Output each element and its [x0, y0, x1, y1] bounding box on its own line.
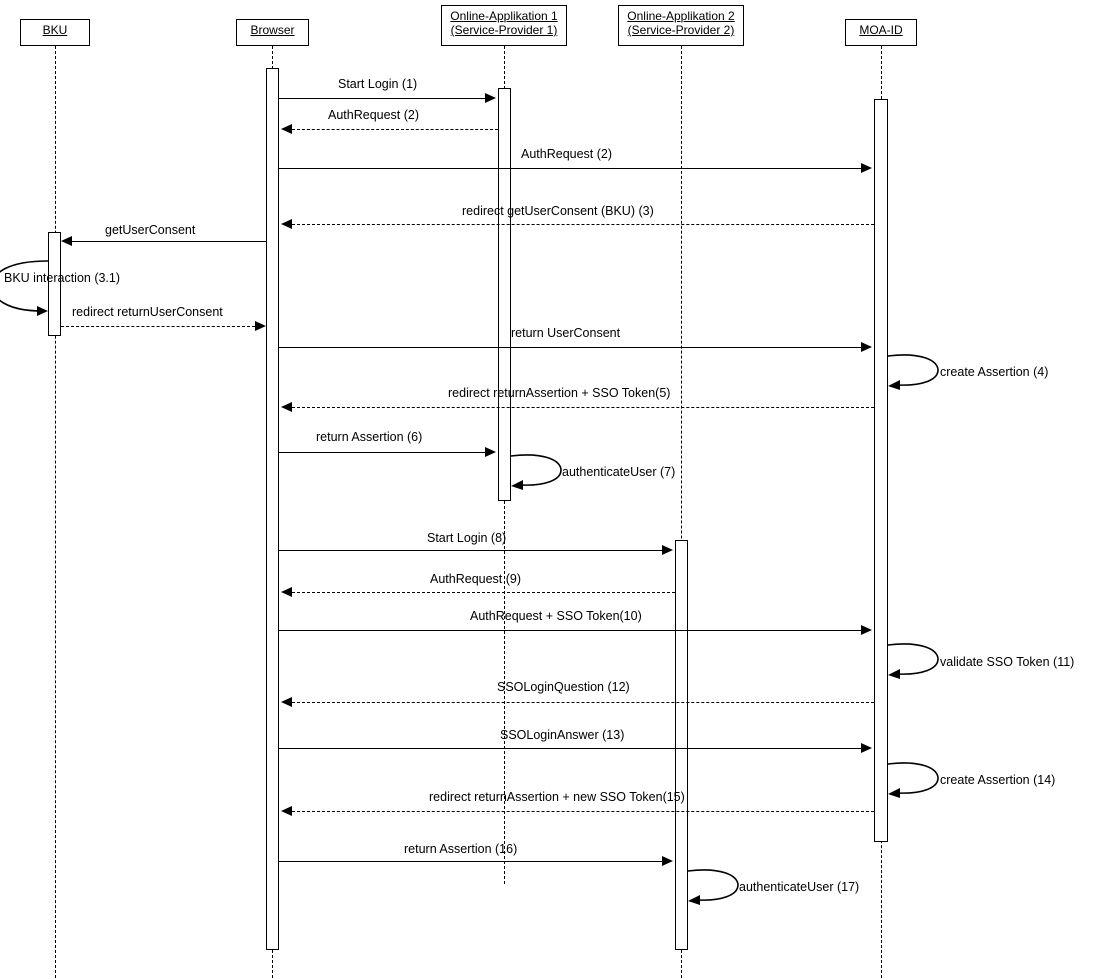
message-label-11: return Assertion (6) — [316, 430, 423, 444]
message-arrow-1 — [279, 98, 485, 99]
message-arrow-7 — [61, 326, 255, 327]
message-label-16: validate SSO Token (11) — [940, 655, 1075, 669]
message-label-19: create Assertion (14) — [940, 773, 1056, 787]
message-label-10: redirect returnAssertion + SSO Token(5) — [448, 386, 671, 400]
message-arrow-20 — [292, 811, 874, 812]
message-selfloop-authenticate-user-7 — [509, 452, 565, 492]
message-arrowhead-10 — [281, 402, 292, 412]
message-arrow-15 — [279, 630, 861, 631]
lifeline-bku-label: BKU — [42, 23, 68, 37]
message-label-4: redirect getUserConsent (BKU) (3) — [462, 204, 654, 218]
message-selfloop-create-assertion-14 — [886, 760, 942, 800]
message-label-2: AuthRequest (2) — [328, 108, 420, 122]
message-arrowhead-4 — [281, 219, 292, 229]
message-arrowhead-13 — [662, 545, 673, 555]
lifeline-oa2-label: Online-Applikation 2 — [627, 9, 735, 23]
message-arrow-17 — [292, 702, 874, 703]
message-label-5: getUserConsent — [105, 223, 196, 237]
message-selfloop-authenticate-user-17 — [686, 867, 742, 907]
message-label-21: return Assertion (16) — [404, 842, 518, 856]
lifeline-browser-label: Browser — [250, 23, 295, 37]
message-selfloop-create-assertion-4 — [886, 352, 942, 392]
lifeline-oa1-label: Online-Applikation 1 — [450, 9, 558, 23]
message-arrowhead-17 — [281, 697, 292, 707]
message-arrowhead-15 — [861, 625, 872, 635]
activation-oa1 — [498, 88, 511, 501]
message-arrowhead-1 — [485, 93, 496, 103]
lifeline-bku[interactable] — [20, 19, 90, 46]
message-arrow-4 — [292, 224, 874, 225]
message-label-9: create Assertion (4) — [940, 365, 1049, 379]
activation-moaid — [874, 99, 888, 842]
message-arrow-10 — [292, 407, 874, 408]
message-arrow-13 — [279, 550, 662, 551]
lifeline-oa2[interactable] — [618, 5, 744, 46]
message-arrow-3 — [279, 168, 861, 169]
message-label-14: AuthRequest (9) — [430, 572, 522, 586]
message-arrowhead-5 — [61, 236, 72, 246]
message-arrow-8 — [279, 347, 861, 348]
message-arrowhead-20 — [281, 806, 292, 816]
message-label-3: AuthRequest (2) — [521, 147, 613, 161]
activation-browser — [266, 68, 279, 950]
lifeline-oa1[interactable] — [441, 5, 567, 46]
message-label-13: Start Login (8) — [427, 531, 507, 545]
message-label-20: redirect returnAssertion + new SSO Token(15) — [429, 790, 685, 804]
message-label-7: redirect returnUserConsent — [72, 305, 223, 319]
lifeline-moaid[interactable] — [845, 19, 917, 46]
message-label-12: authenticateUser (7) — [562, 465, 676, 479]
lifeline-oa1-sublabel: (Service-Provider 1) — [450, 23, 558, 37]
message-label-15: AuthRequest + SSO Token(10) — [470, 609, 642, 623]
message-arrow-5 — [72, 241, 266, 242]
message-selfloop-bku-interaction — [0, 255, 58, 317]
message-arrow-11 — [279, 452, 485, 453]
message-arrowhead-8 — [861, 342, 872, 352]
message-label-1: Start Login (1) — [338, 77, 418, 91]
lifeline-moaid-label: MOA-ID — [859, 23, 903, 37]
message-arrowhead-14 — [281, 587, 292, 597]
message-arrow-2 — [292, 129, 498, 130]
message-arrow-21 — [279, 861, 662, 862]
message-arrowhead-2 — [281, 124, 292, 134]
message-arrowhead-21 — [662, 856, 673, 866]
message-label-17: SSOLoginQuestion (12) — [497, 680, 630, 694]
lifeline-line-bku — [55, 46, 56, 978]
message-arrow-14 — [292, 592, 675, 593]
message-selfloop-validate-sso-token — [886, 641, 942, 681]
message-label-8: return UserConsent — [511, 326, 621, 340]
message-label-6: BKU interaction (3.1) — [4, 271, 121, 285]
lifeline-oa2-sublabel: (Service-Provider 2) — [627, 23, 735, 37]
lifeline-browser[interactable] — [236, 19, 309, 46]
message-arrowhead-7 — [255, 321, 266, 331]
message-label-22: authenticateUser (17) — [739, 880, 860, 894]
message-arrowhead-18 — [861, 743, 872, 753]
message-arrow-18 — [279, 748, 861, 749]
message-arrowhead-11 — [485, 447, 496, 457]
message-label-18: SSOLoginAnswer (13) — [500, 728, 625, 742]
message-arrowhead-3 — [861, 163, 872, 173]
